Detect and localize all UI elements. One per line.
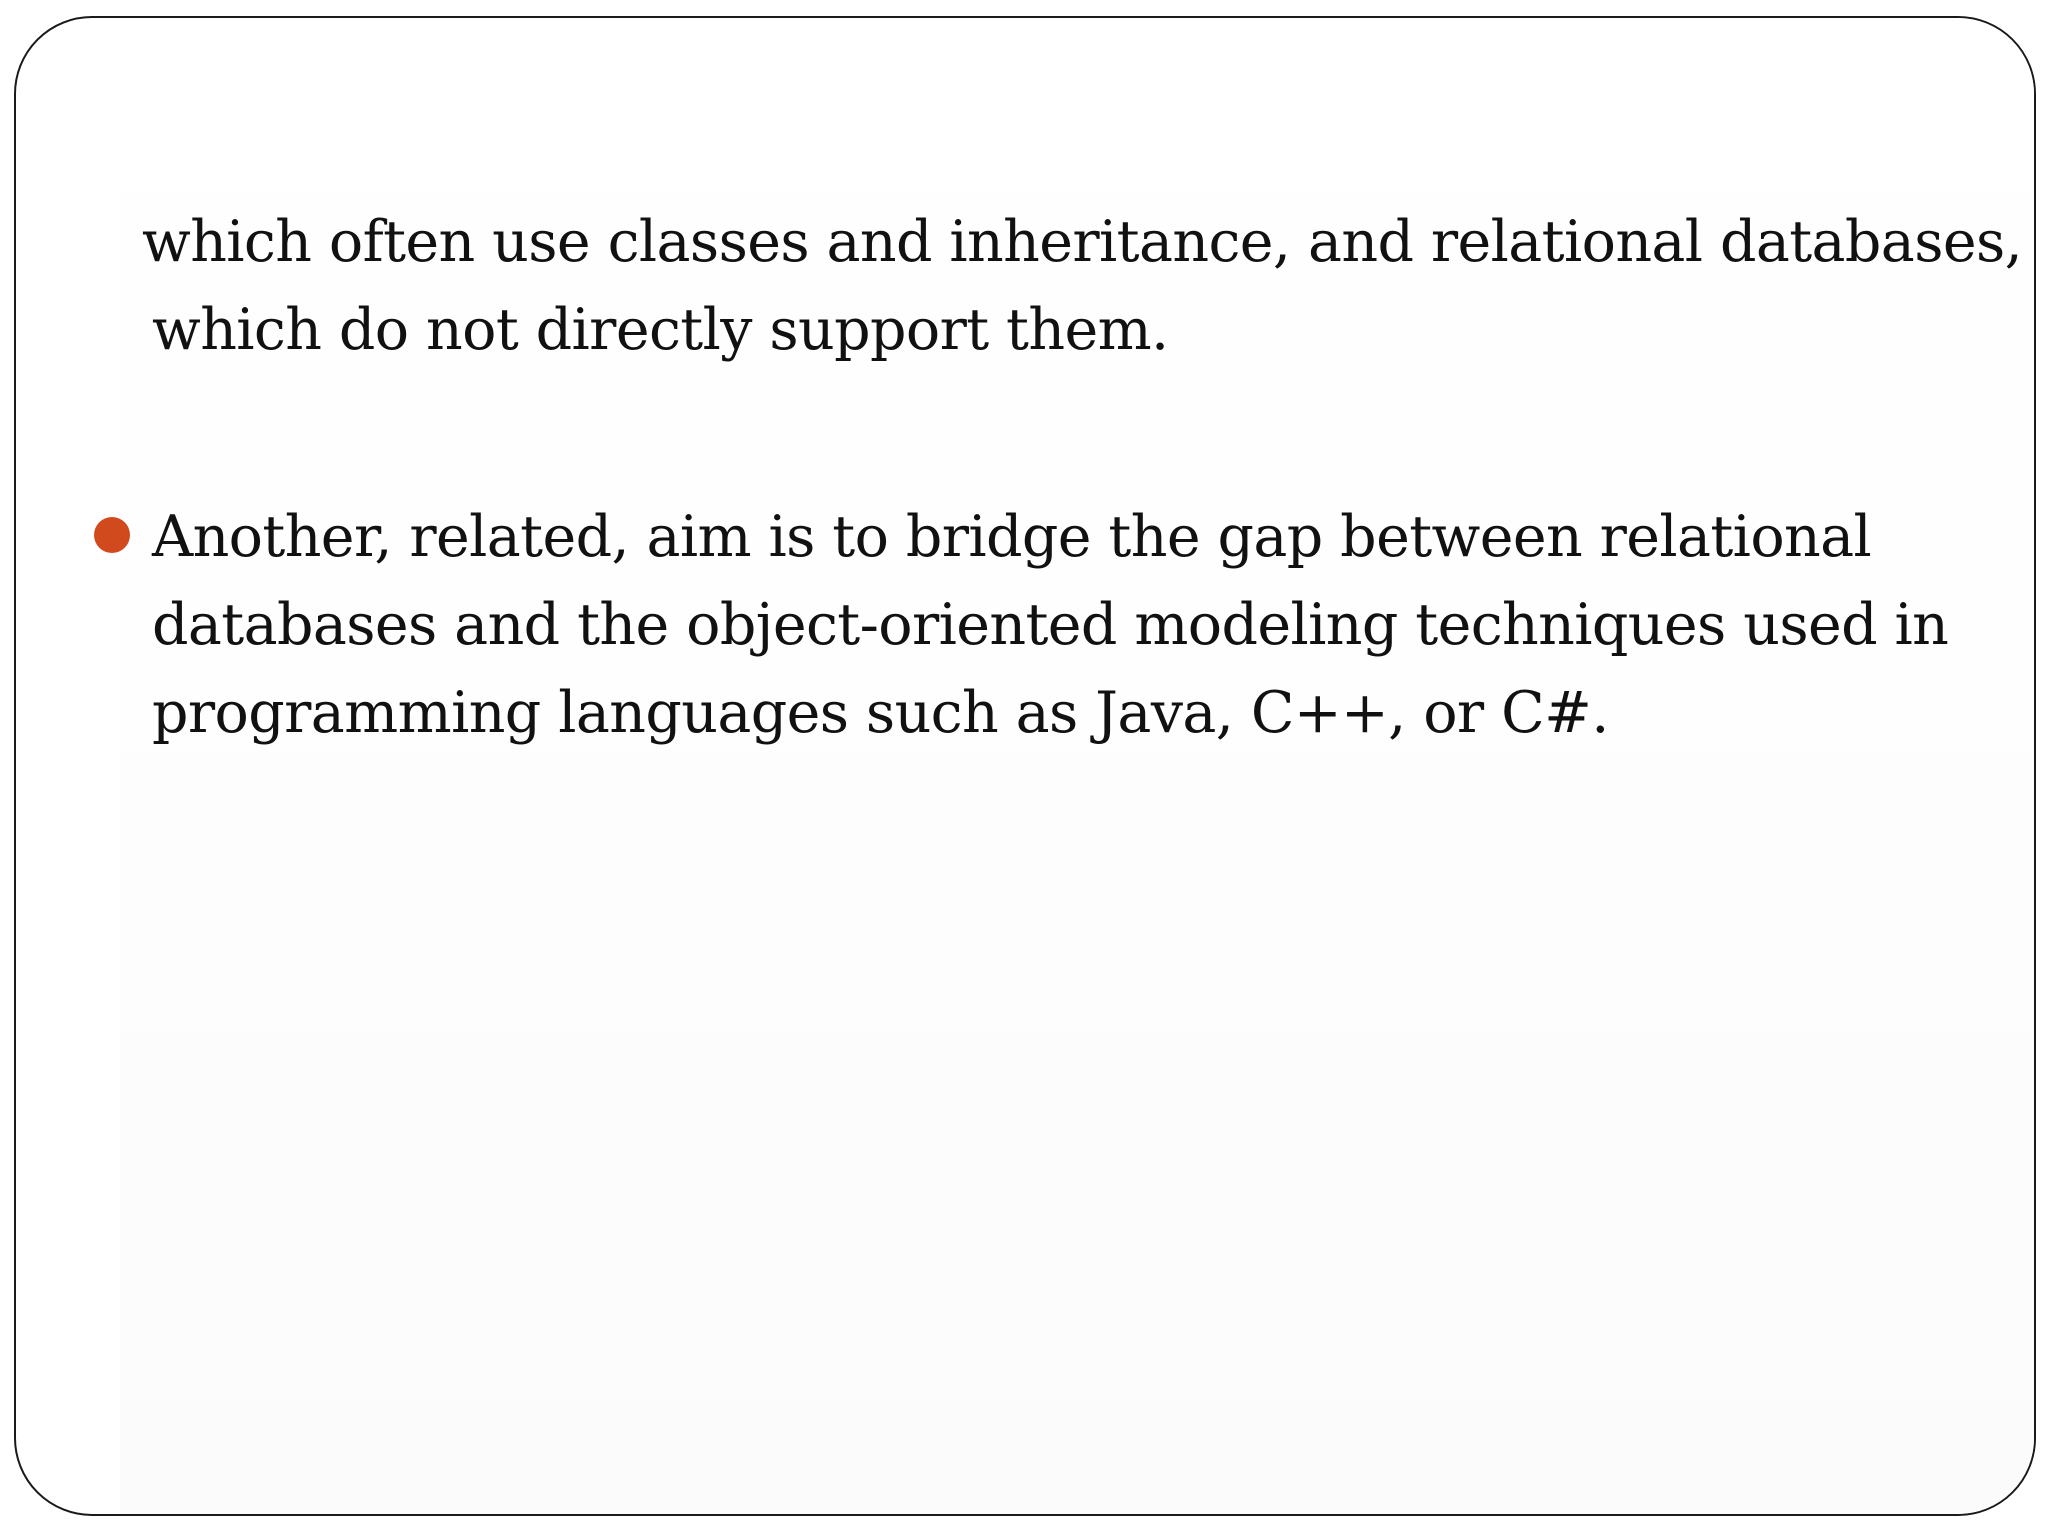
continuation-line-2: which do not directly support them. xyxy=(152,297,1169,363)
continuation-paragraph xyxy=(142,198,2022,374)
continuation-line-1: which often use classes and inheritance, and relational databases, xyxy=(142,209,2023,275)
bullet-line-1: Another, related, aim is to bridge the gap between relational xyxy=(152,504,1872,570)
bullet-line-2: databases and the object-oriented modeling techniques used in xyxy=(152,592,1949,658)
slide-frame xyxy=(14,16,2036,1516)
bullet-marker xyxy=(94,517,130,553)
bullet-line-3: programming languages such as Java, C++, or C#. xyxy=(152,680,1609,746)
bullet-paragraph xyxy=(152,493,1948,757)
slide-content xyxy=(16,18,2034,1514)
